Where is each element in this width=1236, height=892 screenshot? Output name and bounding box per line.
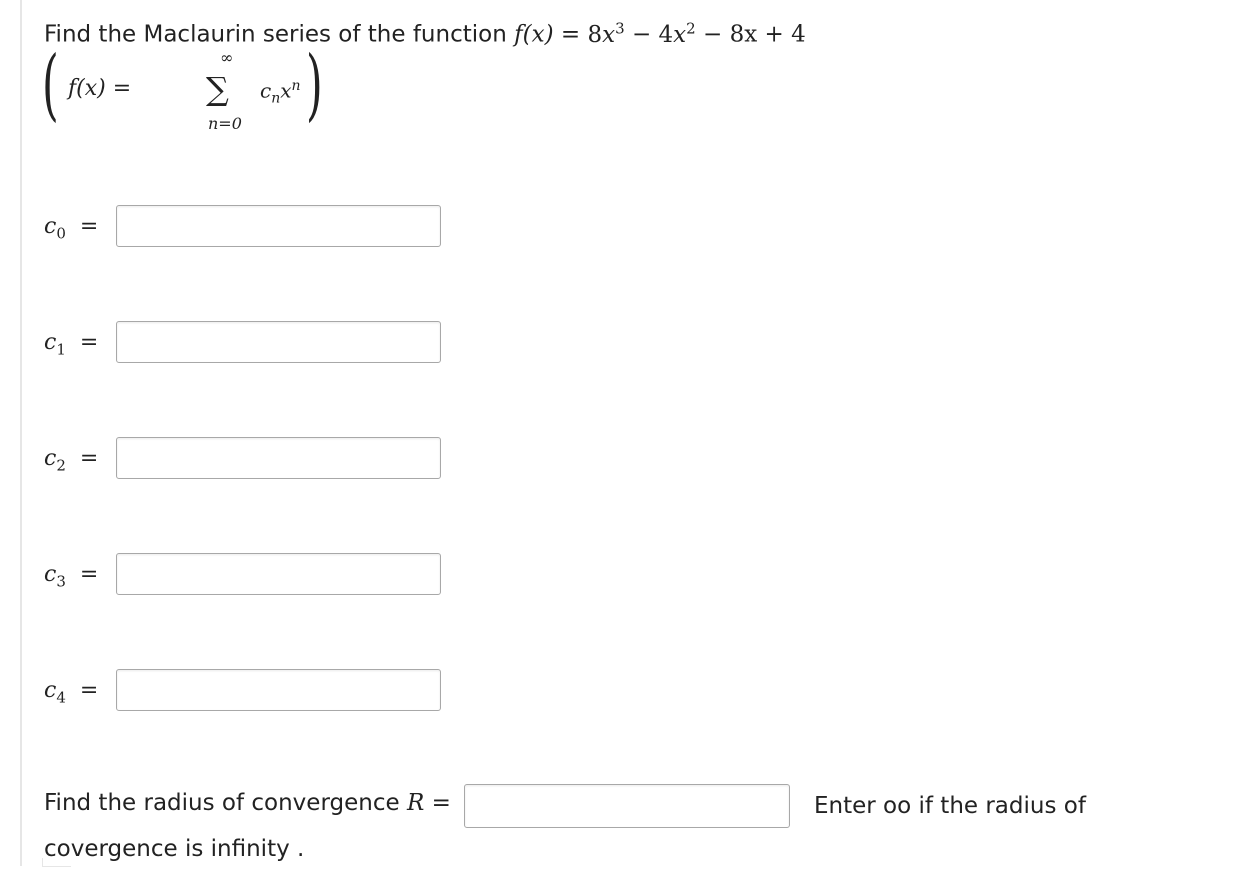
term-2 [658,19,696,48]
summand-c: c [260,78,272,103]
sigma-lower-limit [208,114,242,133]
term-3: 8x [729,21,758,48]
close-paren: ) [306,40,323,130]
term-1-exp: 3 [615,19,625,37]
coef-label-c2 [44,446,98,474]
function-name: f(x) [514,21,554,48]
coef-symbol: c [44,678,57,703]
term-4: 4 [791,21,806,48]
term-1 [587,19,625,48]
coef-equals: = [79,678,99,703]
term-1-var: x [602,21,616,48]
coef-equals: = [79,446,99,471]
summand-c-sub: n [271,90,281,107]
coef-label-c0 [44,214,98,242]
coef-symbol: c [44,562,57,587]
radius-equals: = [431,790,451,816]
question-prompt [44,12,806,51]
c1-answer-input[interactable] [116,321,441,363]
coef-equals: = [79,330,99,355]
coef-index: 2 [56,456,66,475]
series-lhs [68,76,131,101]
operator-2: − [703,21,723,48]
c4-answer-input[interactable] [116,669,441,711]
term-2-coef: 4 [658,21,674,48]
term-2-var: x [673,21,687,48]
c2-answer-input[interactable] [116,437,441,479]
sigma-upper-limit: ∞ [220,48,234,67]
radius-answer-input[interactable] [464,784,790,828]
operator-1: − [631,21,652,48]
coef-equals: = [79,562,99,587]
coef-index: 3 [56,572,66,591]
prompt-intro: Find the Maclaurin series of the function [44,21,507,48]
equals-sign: = [560,21,581,48]
coef-index: 0 [56,224,66,243]
summand-x-exp: n [291,78,301,94]
open-paren: ( [42,40,59,130]
radius-symbol: R [406,790,425,816]
coef-symbol: c [44,330,57,355]
coef-label-c3 [44,562,98,590]
series-lhs-text: f(x) = [68,76,132,101]
c0-answer-input[interactable] [116,205,441,247]
question-left-border [20,0,22,866]
term-1-coef: 8 [587,21,603,48]
term-2-exp: 2 [686,19,696,37]
operator-3: + [764,21,784,48]
radius-hint-line-1: Enter oo if the radius of [814,793,1086,819]
c3-answer-input[interactable] [116,553,441,595]
radius-hint-line-2: covergence is infinity . [44,836,305,862]
radius-prompt [44,790,451,816]
coef-label-c1 [44,330,98,358]
radius-prompt-text: Find the radius of convergence [44,790,400,816]
coef-index: 1 [56,340,66,359]
sigma-symbol: ∑ [206,70,229,108]
coef-label-c4 [44,678,98,706]
coef-index: 4 [56,688,66,707]
summand-x: x [280,78,292,103]
summand [260,78,301,107]
function-expression [514,19,806,48]
series-formula [42,40,323,140]
coef-symbol: c [44,446,57,471]
coef-symbol: c [44,214,57,239]
coef-equals: = [79,214,99,239]
lower-limit-text: n=0 [208,114,242,133]
